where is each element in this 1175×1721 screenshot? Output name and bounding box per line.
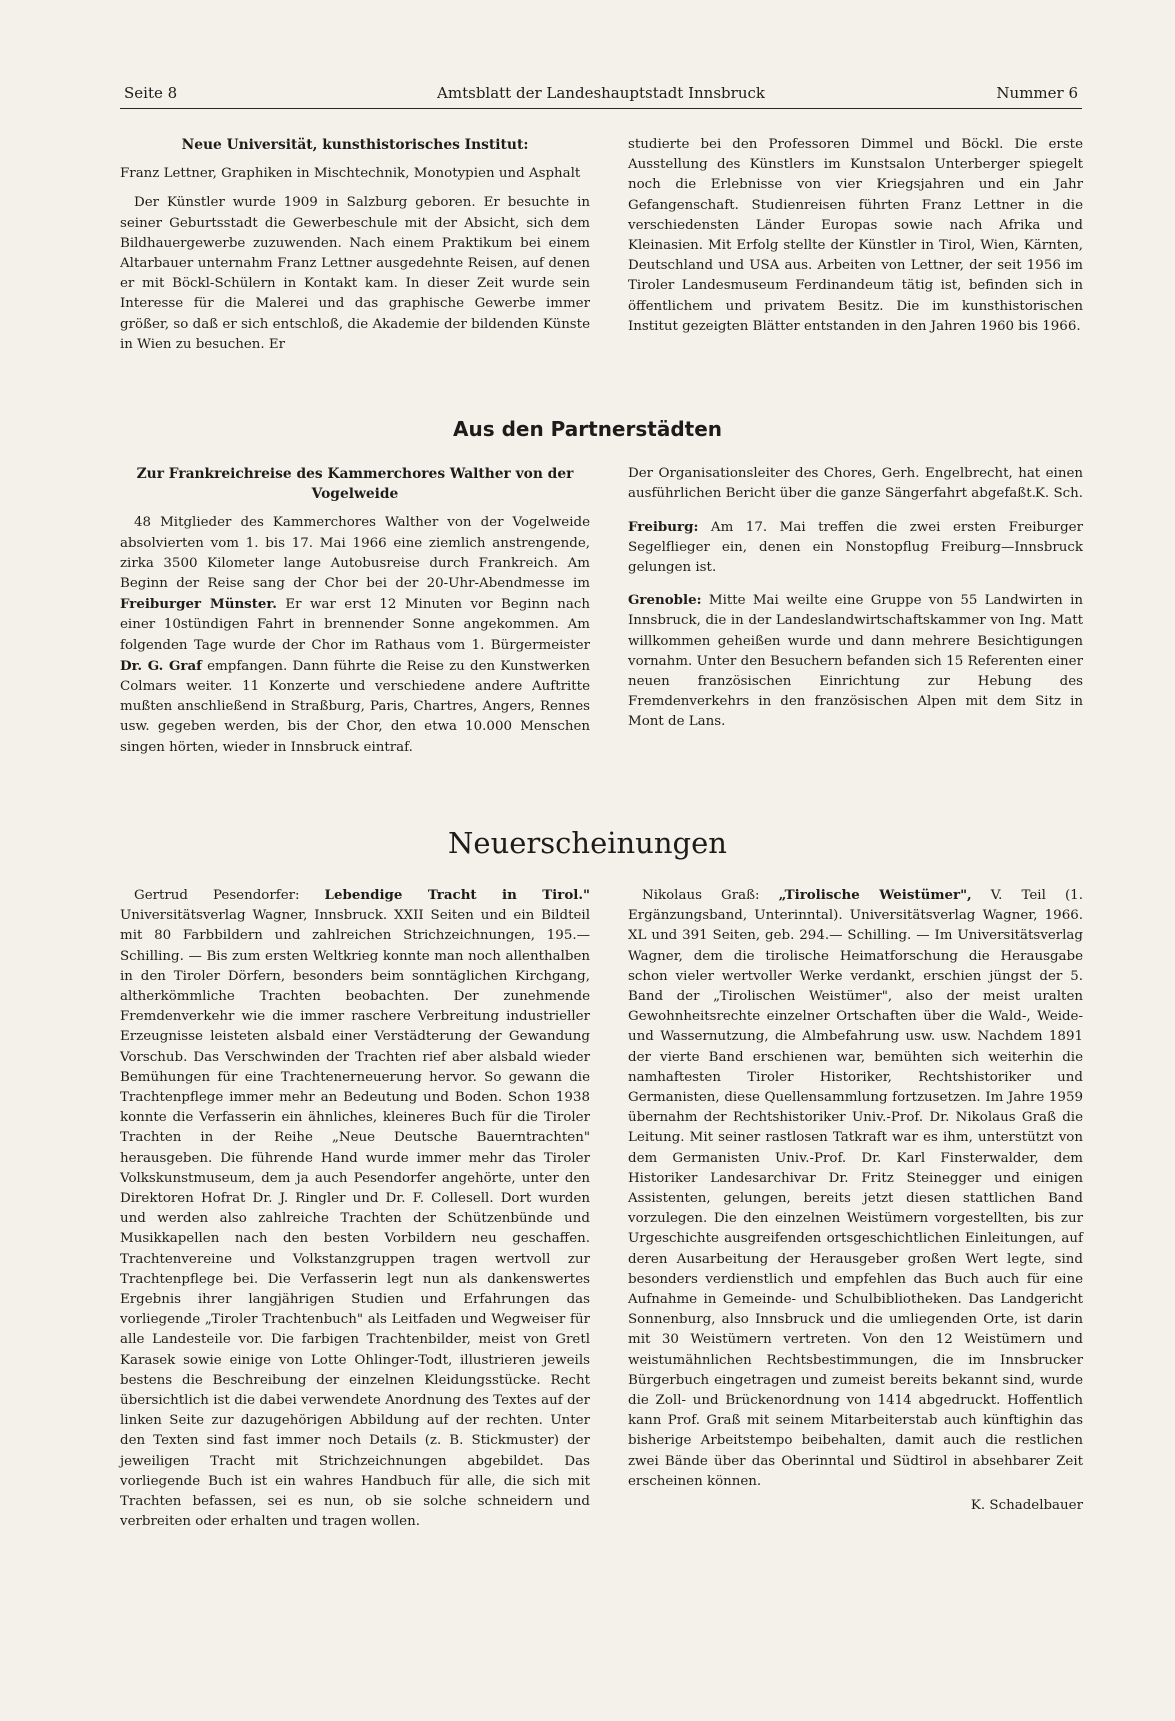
article-body-continued: studierte bei den Professoren Dimmel und Böckl. Die erste Ausstellung des Künstlers im Kunstsalon Unterberger spiegelt noch die Erlebnisse von vier Kriegsjahren und ein Jahr Gefangenschaft. Studienreisen führten Franz Lettner in die verschiedensten Länder Europas sowie nach Afrika und Kleinasien. Mit Erfolg stellte der Künstler in Tirol, Wien, Kärnten, Deutschland und USA aus. Arbeiten von Lettner, der seit 1956 im Tiroler Landesmuseum Ferdinandeum tätig ist, befinden sich in öffentlichem und privatem Besitz. Die im kunsthistorischen Institut gezeigten Blätter entstanden in den Jahren 1960 bis 1966. [628,137,1083,334]
review-tracht-in-tirol [120,885,590,1533]
choir-body-continued: Der Organisationsleiter des Chores, Gerh. Engelbrecht, hat einen ausführlichen Bericht über die ganze Sängerfahrt abgefaßt. [628,466,1083,502]
review-tirolische-weistuemer [628,885,1083,1516]
partner-news-column [628,464,1083,733]
grenoble-news: Grenoble: Mitte Mai weilte eine Gruppe von 55 Landwirten in Innsbruck, die in der Landeslandwirtschaftskammer von Ing. Matt willkommen geheißen wurde und dann mehrere Besichtigungen vornahm. Unter den Besuchern befanden sich 15 Referenten einer neuen französischen Einrichtung zur Hebung des Fremdenverkehrs in den französischen Alpen mit dem Sitz in Mont de Lans. [628,592,1083,730]
article-lettner-left [120,135,590,355]
review-body: Gertrud Pesendorfer: Lebendige Tracht in Tirol." Universitätsverlag Wagner, Innsbruck. XXII Seiten und ein Bildteil mit 80 Farbbildern und zahlreichen Strichzeichnungen, 195.— Schilling. — Bis zum ersten Weltkrieg konnte man noch allenthalben in den Tiroler Dörfern, besonders beim sonntäglichen Kirchgang, altherkömmliche Trachten beobachten. Der zunehmende Fremdenverkehr wie die immer raschere Verbreitung industrieller Erzeugnisse leisteten alsbald einer Verstädterung der Gewandung Vorschub. Das Verschwinden der Trachten rief aber alsbald wieder Bemühungen für eine Trachtenerneuerung hervor. So gewann die Trachtenpflege immer mehr an Bedeutung und Boden. Schon 1938 konnte die Verfasserin ein ähnliches, kleineres Buch für die Tiroler Trachten in der Reihe „Neue Deutsche Bauerntrachten" herausgeben. Die führende Hand wurde immer mehr das Tiroler Volkskunstmuseum, dem ja auch Pesendorfer angehörte, unter den Direktoren Hofrat Dr. J. Ringler und Dr. F. Collesell. Dort wurden und werden also zahlreiche Trachten der Schützenbünde und Musikkapellen nach den besten Vorbildern neu geschaffen. Trachtenvereine und Volkstanzgruppen tragen wertvoll zur Trachtenpflege bei. Die Verfasserin legt nun als dankenswertes Ergebnis ihrer langjährigen Studien und Erfahrungen das vorliegende „Tiroler Trachtenbuch" als Leitfaden und Wegweiser für alle Landesteile vor. Die farbigen Trachtenbilder, meist von Gretl Karasek sowie einige von Lotte Ohlinger-Todt, illustrieren jeweils bestens die Beschreibung der einzelnen Kleidungsstücke. Recht übersichtlich ist die dabei verwendete Anordnung des Textes auf der linken Seite zur dazugehörigen Abbildung auf der rechten. Unter den Texten sind fast immer noch Details (z. B. Stickmuster) der jeweiligen Tracht mit Strichzeichnungen abgebildet. Das vorliegende Buch ist ein wahres Handbuch für alle, die sich mit Trachten befassen, sei es nun, ob sie solche schneidern und verbreiten oder erhalten und tragen wollen. [120,887,590,1530]
page-number: Seite 8 [124,84,178,102]
publication-title: Amtsblatt der Landeshauptstadt Innsbruck [437,84,765,102]
freiburg-news: Freiburg: Am 17. Mai treffen die zwei ersten Freiburger Segelflieger ein, denen ein Nonstopflug Freiburg—Innsbruck gelungen ist. [628,518,1083,576]
section-title-partner-cities: Aus den Partnerstädten [452,417,722,441]
choir-heading: Zur Frankreichreise des Kammerchores Walther von der Vogelweide [136,466,574,503]
page-header [120,82,1082,109]
review-body: Nikolaus Graß: „Tirolische Weistümer", V. Teil (1. Ergänzungsband, Unterinntal). Universitätsverlag Wagner, 1966. XL und 391 Seiten, geb. 294.— Schilling. — Im Universitätsverlag Wagner, dem die tirolische Heimatforschung die Herausgabe schon vieler wertvoller Werke verdankt, erschien jüngst der 5. Band der „Tirolischen Weistümer", also der meist uralten Gewohnheitsrechte einzelner Ortschaften über die Wald-, Weide- und Wassernutzung, die Almbefahrung usw. usw. Nachdem 1891 der vierte Band erschienen war, bemühten sich weiterhin die namhaftesten Tiroler Historiker, Rechtshistoriker und Germanisten, diese Quellensammlung fortzusetzen. Im Jahre 1959 übernahm der Rechtshistoriker Univ.-Prof. Dr. Nikolaus Graß die Leitung. Mit seiner rastlosen Tatkraft war es ihm, unterstützt von dem Germanisten Univ.-Prof. Dr. Karl Finsterwalder, dem Historiker Landesarchivar Dr. Fritz Steinegger und einigen Assistenten, gelungen, bereits jetzt diesen stattlichen Band vorzulegen. Die den einzelnen Weistümern vorgestellten, bis zur Urgeschichte ausgreifenden ortsgeschichtlichen Einleitungen, auf deren Ausarbeitung der Herausgeber großen Wert legte, sind besonders verdienstlich und empfehlen das Buch auch für eine Aufnahme in Gemeinde- und Schulbibliotheken. Das Landgericht Sonnenburg, also Innsbruck und die umliegenden Orte, ist darin mit 30 Weistümern vertreten. Von den 12 Weistümern und weistumähnlichen Rechtsbestimmungen, die im Innsbrucker Bürgerbuch eingetragen und zumeist bereits bekannt sind, wurde die Zoll- und Brückenordnung von 1414 abgedruckt. Hoffentlich kann Prof. Graß mit seinem Mitarbeiterstab auch künftighin das bisherige Arbeitstempo beibehalten, damit auch die restlichen zwei Bände über das Oberinntal und Südtirol in absehbarer Zeit erscheinen können. [628,887,1083,1489]
article-body: Der Künstler wurde 1909 in Salzburg geboren. Er besuchte in seiner Geburtsstadt die Gewerbeschule mit der Absicht, sich dem Bildhauergewerbe zuzuwenden. Nach einem Praktikum bei einem Altarbauer unternahm Franz Lettner ausgedehnte Reisen, auf denen er mit Böckl-Schülern in Kontakt kam. In dieser Zeit wurde sein Interesse für die Malerei und das graphische Gewerbe immer größer, so daß er sich entschloß, die Akademie der bildenden Künste in Wien zu besuchen. Er [120,195,590,352]
article-choir-trip [120,464,590,758]
article-lettner-right [628,135,1083,337]
choir-body: 48 Mitglieder des Kammerchores Walther von der Vogelweide absolvierten vom 1. bis 17. Mai 1966 eine ziemlich anstrengende, zirka 3500 Kilometer lange Autobusreise durch Frankreich. Am Beginn der Reise sang der Chor bei der 20-Uhr-Abendmesse im Freiburger Münster. Er war erst 12 Minuten vor Beginn nach einer 10stündigen Fahrt in brennender Sonne angekommen. Am folgenden Tage wurde der Chor im Rathaus vom 1. Bürgermeister Dr. G. Graf empfangen. Dann führte die Reise zu den Kunstwerken Colmars weiter. 11 Konzerte und verschiedene andere Auftritte mußten anschließend in Straßburg, Paris, Chartres, Angers, Rennes usw. gegeben werden, bis der Chor, den etwa 10.000 Menschen singen hörten, wieder in Innsbruck eintraf. [120,515,590,755]
issue-number: Nummer 6 [996,84,1078,102]
section-title-new-releases: Neuerscheinungen [448,826,727,860]
article-heading: Neue Universität, kunsthistorisches Institut: [181,137,529,153]
review-signature: K. Schadelbauer [970,1498,1083,1514]
choir-signature: K. Sch. [1034,486,1083,502]
article-subheading: Franz Lettner, Graphiken in Mischtechnik, Monotypien und Asphalt [120,166,581,182]
